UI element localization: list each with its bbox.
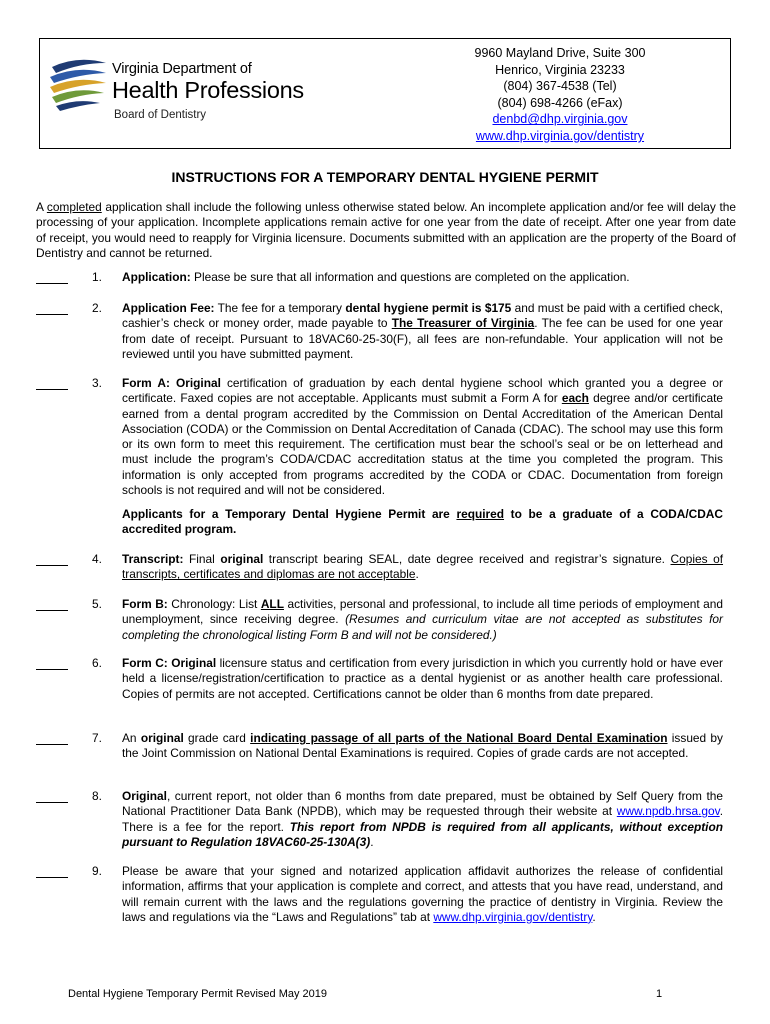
swoosh-logo-icon: [48, 53, 110, 115]
address-line1: 9960 Mayland Drive, Suite 300: [474, 46, 646, 60]
page-number: 1: [656, 988, 663, 1000]
intro-paragraph: A completed application shall include the following unless otherwise stated below. An incomplete application and/or fee will delay the processing of your application. Incomplete applications remain active for one year from the date of receipt. After one year from date of receipt, you would need to reapply for Virginia licensure. Documents submitted with an application are the property of the Board of Dentistry and cannot be returned.: [36, 200, 736, 260]
telephone: (804) 367-4538 (Tel): [503, 79, 617, 94]
page-title: INSTRUCTIONS FOR A TEMPORARY DENTAL HYGIENE PERMIT: [171, 169, 599, 185]
document-page: Virginia Department of Health Professions Board of Dentistry 9960 Mayland Drive, Suite 300 Henrico, Virginia 23233 (804) 367-4538 (Tel) (804) 698-4266 (eFax) denbd@dhp.virginia.gov www.dhp.virginia.gov/dentistry INSTRUCTIONS FOR A TEMPORARY DENTAL HYGIENE PERMIT A completed application shall include the following unless otherwise stated below. An incomplete application and/or fee will delay the processing of your application. Incomplete applications remain active for one year from the date of receipt. After one year from date of receipt, you would need to reapply for Virginia licensure. Documents submitted with an application are the property of the Board of Dentistry and cannot be returned. 1. Application: Please be sure that all information and questions are completed on the application. 2. Application Fee: The fee for a temporary dental hygiene permit is $175 and must be paid with a certified check, cashier’s check or money order, made payable to The Treasurer of Virginia. The fee can be used for one year from date of receipt. Pursuant to 18VAC60-25-30(F), all fees are non-refundable. Your application will not be reviewed until you have submitted payment. 3. Form A: Original certification of graduation by each dental hygiene school which granted you a degree or certificate. Faxed copies are not acceptable. Applicants must submit a Form A for each degree and/or certificate earned from a dental program accredited by the Commission on Dental Accreditation of the American Dental Association (CODA) or the Commission on Dental Accreditation of Canada (CDAC). The school may use this form or its own form to meet this requirement. The certification must bear the school’s seal or be on letterhead and must include the program’s CODA/CDAC accreditation status at the time you completed the program. This information is only accepted from programs accredited by the CODA or CDAC. Documentation from foreign schools is not required and will not be considered. Applicants for a Temporary Dental Hygiene Permit are required to be a graduate of a CODA/CDAC accredited program. 4. Transcript: Final original transcript bearing SEAL, date degree received and registrar’s signature. Copies of transcripts, certificates and diplomas are not acceptable. 5. Form B: Chronology: List ALL activities, personal and professional, to include all time periods of employment and unemployment, since receiving degree. (Resumes and curriculum vitae are not accepted as substitutes for completing the chronological listing Form B and will not be considered.) 6. Form C: Original licensure status and certification from every jurisdiction in which you currently hold or have ever held a license/registration/certification to practice as a dental hygienist or as another health care professional. Copies of permits are not accepted. Certifications cannot be older than 6 months from date prepared. 7. An original grade card indicating passage of all parts of the National Board Dental Examination issued by the Joint Commission on National Dental Examinations is required. Copies of grade cards are not accepted. 8. Original, current report, not older than 6 months from date prepared, must be obtained by Self Query from the National Practitioner Data Bank (NPDB), which may be requested through their website at www.npdb.hrsa.gov. There is a fee for the report. This report from NPDB is required from all applicants, without exception pursuant to Regulation 18VAC60-25-130A(3). 9. Please be aware that your signed and notarized application affidavit authorizes the release of confidential information, affirms that your application is complete and correct, and attests that you have read, understand, and will remain current with the laws and the regulations governing the practice of dentistry in Virginia. Review the laws and regulations via the “Laws and Regulations” tab at www.dhp.virginia.gov/dentistry. Dental Hygiene Temporary Permit Revised May 2019 1: [0, 0, 770, 1024]
agency-name-line1: Virginia Department of: [112, 61, 252, 77]
board-name: Board of Dentistry: [114, 109, 207, 121]
efax: (804) 698-4266 (eFax): [497, 95, 623, 110]
npdb-link[interactable]: www.npdb.hrsa.gov: [616, 804, 720, 819]
agency-logo: [48, 53, 348, 123]
letterhead: [39, 38, 731, 149]
address-line2: Henrico, Virginia 23233: [495, 62, 625, 77]
website-link[interactable]: www.dhp.virginia.gov/dentistry: [475, 128, 645, 143]
contact-block: [395, 45, 725, 145]
agency-name-line2: Health Professions: [112, 77, 304, 103]
coda-requirement-note: Applicants for a Temporary Dental Hygiene Permit are required to be a graduate of a CODA/CDAC accredited program.: [122, 507, 723, 537]
completed-word: completed: [46, 200, 102, 214]
footer-revision: Dental Hygiene Temporary Permit Revised May 2019: [68, 988, 328, 1000]
email-link[interactable]: denbd@dhp.virginia.gov: [492, 112, 628, 127]
dentistry-link[interactable]: www.dhp.virginia.gov/dentistry: [433, 909, 593, 924]
